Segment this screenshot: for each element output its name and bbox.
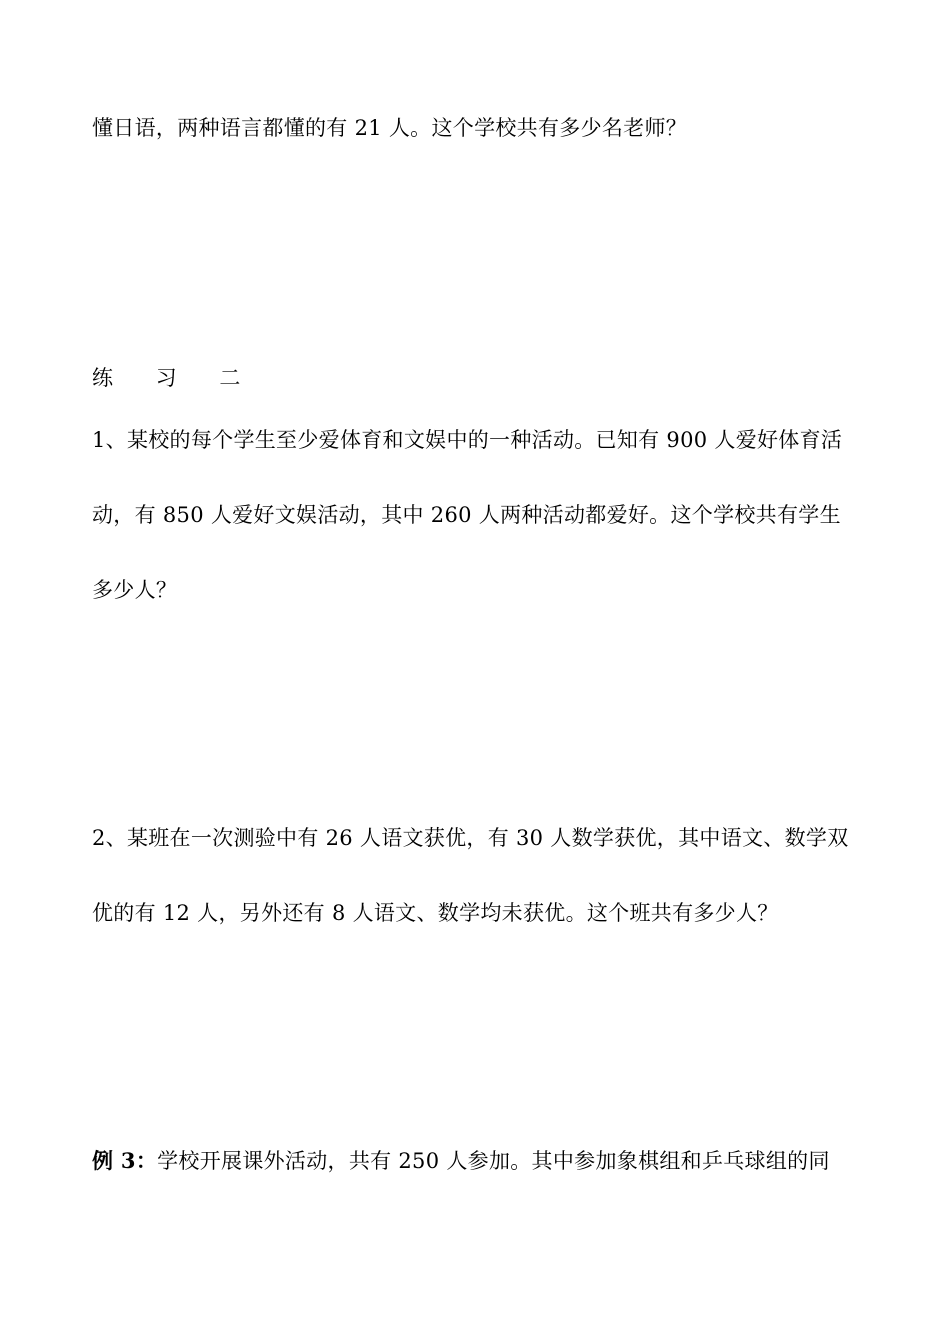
question-2-line-1: 2、某班在一次测验中有 26 人语文获优，有 30 人数学获优，其中语文、数学双 <box>92 826 849 850</box>
question-1-line-1: 1、某校的每个学生至少爱体育和文娱中的一种活动。已知有 900 人爱好体育活 <box>92 428 843 452</box>
example-3 <box>92 1146 830 1176</box>
question-1-line-3: 多少人？ <box>92 578 178 602</box>
example-3-label: 例 3： <box>92 1148 158 1173</box>
question-2-line-2: 优的有 12 人，另外还有 8 人语文、数学均未获优。这个班共有多少人？ <box>92 901 779 925</box>
example-3-text: 学校开展课外活动，共有 250 人参加。其中参加象棋组和乒乓球组的同 <box>157 1149 830 1173</box>
question-1-line-2: 动，有 850 人爱好文娱活动，其中 260 人两种活动都爱好。这个学校共有学生 <box>92 503 841 527</box>
practice-heading: 练 习 二 <box>92 366 259 390</box>
intro-text-line: 懂日语，两种语言都懂的有 21 人。这个学校共有多少名老师？ <box>92 116 688 140</box>
